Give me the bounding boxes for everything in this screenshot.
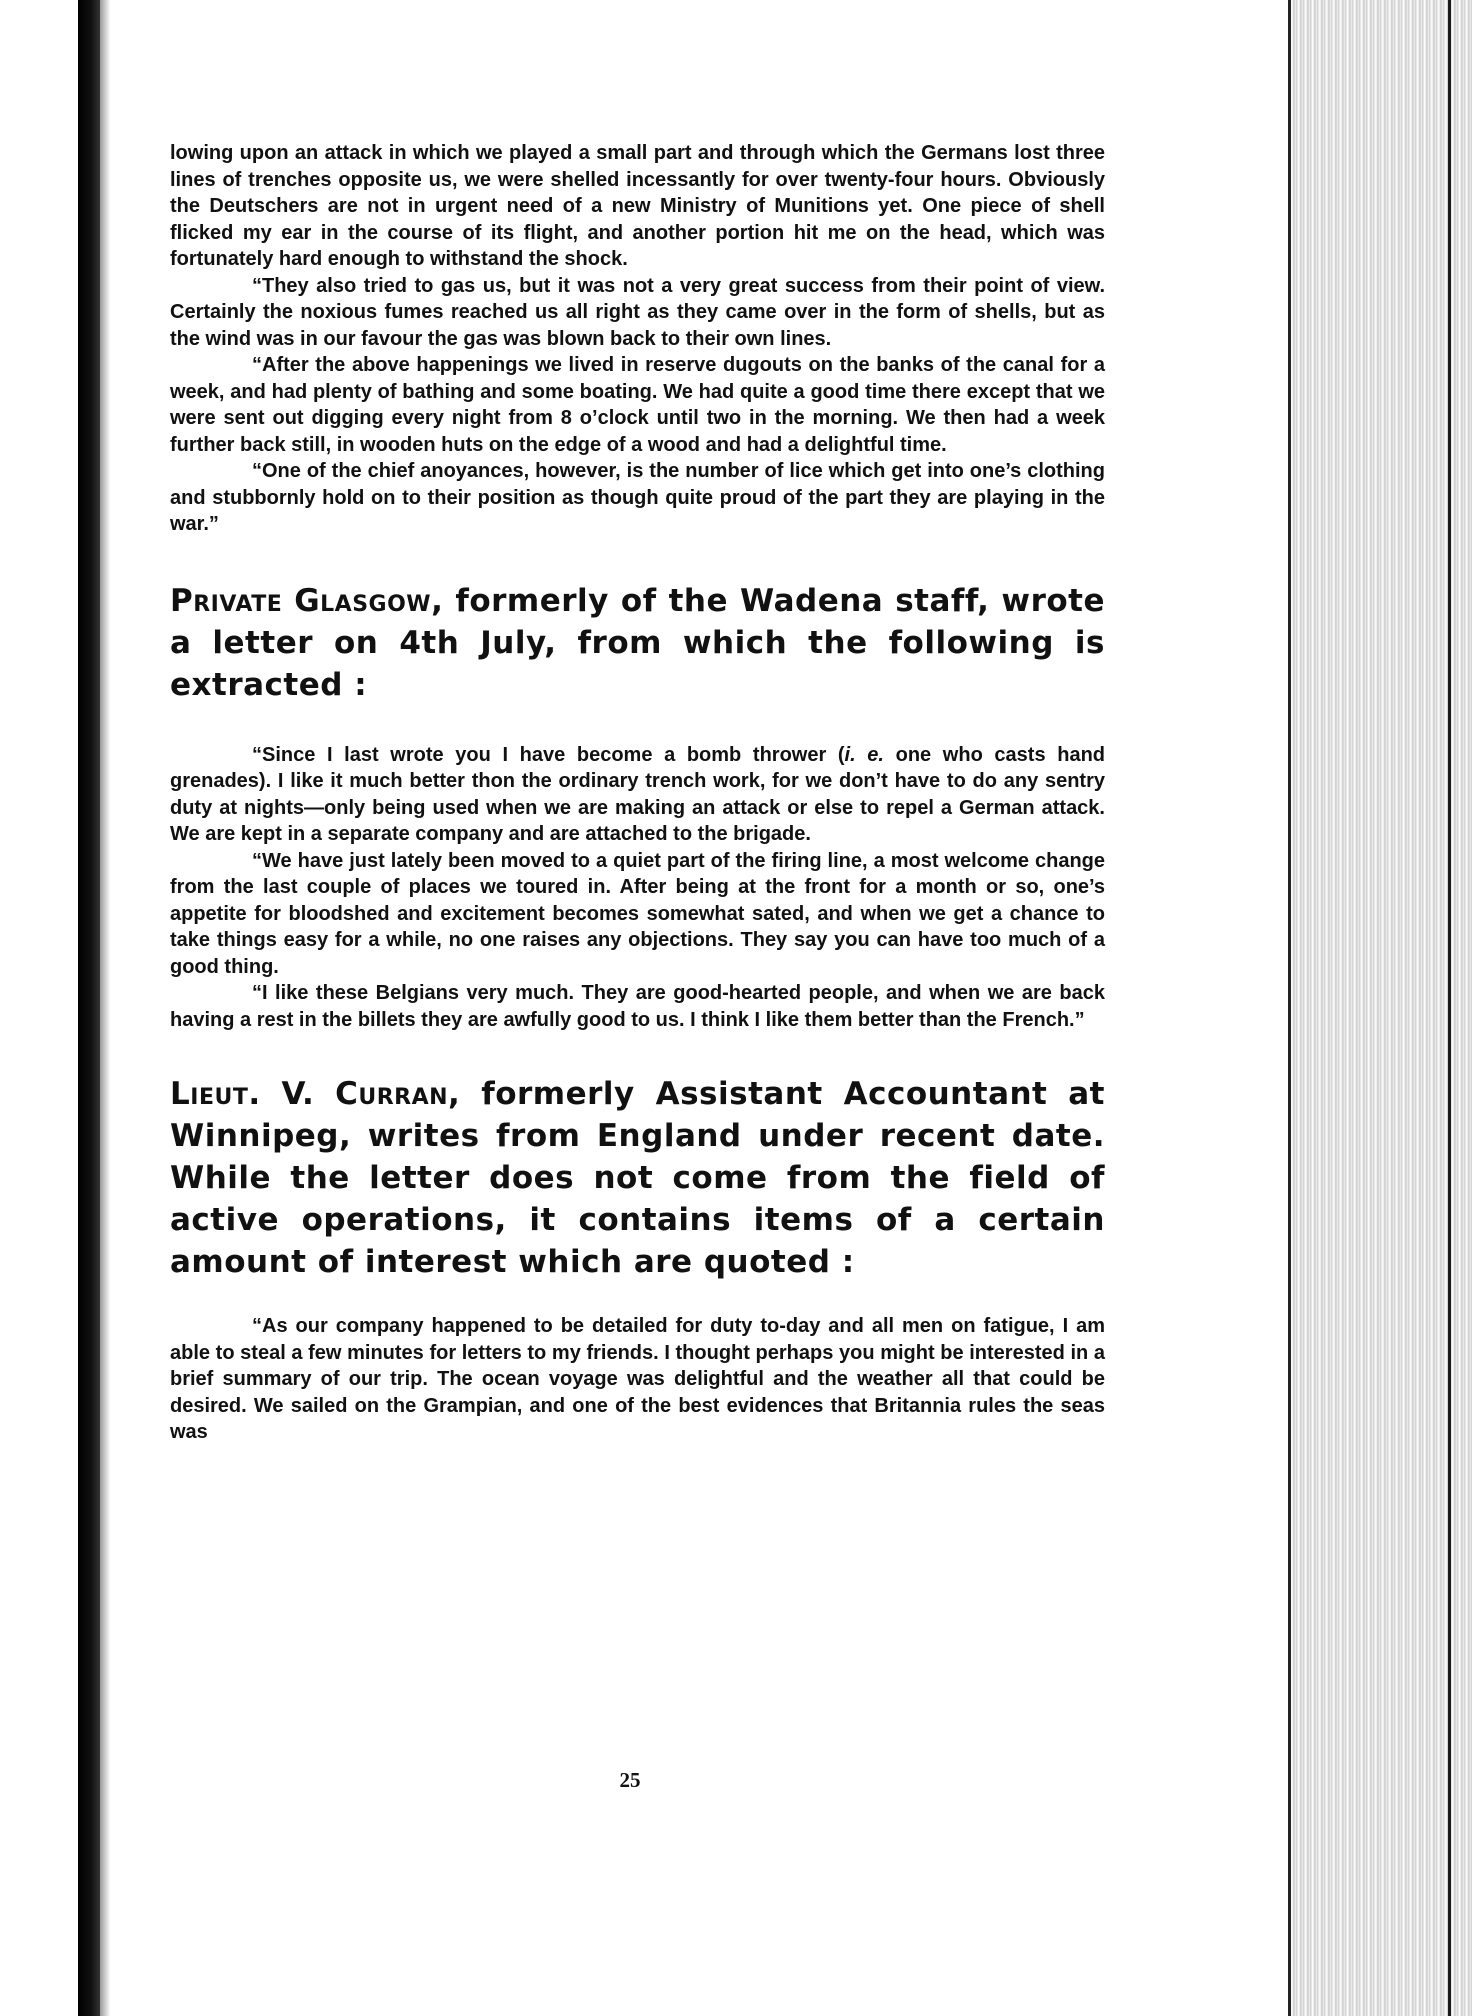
heading-text: formerly Assistant Accountant at Winnipeg, writes from England under recent date. While the letter does not come from the field of active operations, it contains items of a certain amount of interest which are quoted : [170, 1076, 1105, 1280]
heading-name: Lieut. V. Curran, [170, 1076, 461, 1112]
heading-text: formerly of the Wadena staff, wrote a letter on 4th July, from which the following is extracted : [170, 582, 1105, 703]
gutter-shade [100, 0, 110, 2016]
heading-name: Private Glasgow, [170, 582, 444, 619]
paragraph-quiet-part: “We have just lately been moved to a quiet part of the firing line, a most welcome change from the last couple of places we toured in. After being at the front for a month or so, one’s appetite for bloodshed and excitement becomes somewhat sated, and when we get a chance to take things easy for a while, no one raises any objections. They say you can have too much of a good thing. [170, 849, 1105, 978]
page-body [170, 140, 1105, 1446]
paragraph-company: “As our company happened to be detailed for duty to-day and all men on fatigue, I am able to steal a few minutes for letters to my friends. I thought perhaps you might be interested in a brief summary of our trip. The ocean voyage was delightful and the weather all that could be desired. We sailed on the Grampian, and one of the best evidences that Britannia rules the seas was [170, 1315, 1105, 1443]
paragraph-belgians: “I like these Belgians very much. They are good-hearted people, and when we are back having a rest in the billets they are awfully good to us. I think I like them better than the French.” [170, 982, 1105, 1031]
book-spine-shadow [78, 0, 100, 2016]
paragraph-lice: “One of the chief anoyances, however, is the number of lice which get into one’s clothing and stubbornly hold on to their position as though quite proud of the part they are playing in the war.” [170, 460, 1105, 535]
page-number: 25 [619, 1768, 641, 1792]
paragraph-bomb-thrower [170, 742, 1105, 848]
heading-lieut-curran [170, 1073, 1105, 1283]
heading-private-glasgow [170, 580, 1105, 706]
paragraph-continuation: lowing upon an attack in which we played a small part and through which the Germans lost three lines of trenches opposite us, we were shelled incessantly for over twenty-four hours. Obviously the Deutschers are not in urgent need of a new Ministry of Munitions yet. One piece of shell flicked my ear in the course of its flight, and another portion hit me on the head, which was fortunately hard enough to withstand the shock. [170, 142, 1105, 270]
paragraph-reserve: “After the above happenings we lived in reserve dugouts on the banks of the canal for a week, and had plenty of bathing and some boating. We had quite a good time there except that we were sent out digging every night from 8 o’clock until two in the morning. We then had a week further back still, in wooden huts on the edge of a wood and had a delightful time. [170, 354, 1105, 456]
page-edges [1288, 0, 1472, 2016]
paragraph-gas: “They also tried to gas us, but it was not a very great success from their point of view. Certainly the noxious fumes reached us all right as they came over in the form of shells, but as the wind was in our favour the gas was blown back to their own lines. [170, 274, 1105, 350]
text-run: “Since I last wrote you I have become a bomb thrower ( [252, 743, 845, 766]
italic-abbreviation: i. e. [844, 743, 884, 766]
text-run: one who casts hand grenades). I like it much better thon the ordinary trench work, for we don’t have to do any sentry duty at nights—only being used when we are making an attack or else to repel a German attack. We are kept in a separate company and are attached to the brigade. [170, 743, 1105, 845]
